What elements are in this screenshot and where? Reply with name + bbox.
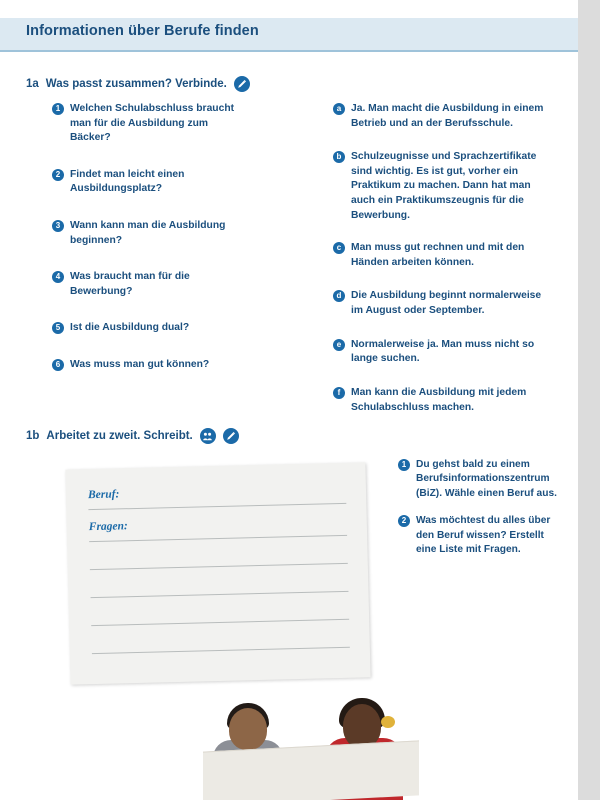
- item-marker: e: [333, 339, 345, 351]
- item-text: Wann kann man die Ausbildung beginnen?: [70, 220, 226, 246]
- list-item[interactable]: [333, 289, 553, 318]
- task-1b-number: 1b: [26, 430, 40, 442]
- item-marker: a: [333, 103, 345, 115]
- student-right-head: [343, 704, 381, 748]
- photo-two-students: [185, 686, 435, 800]
- item-text: Was möchtest du alles über den Beruf wissen? Erstellt eine Liste mit Fragen.: [416, 515, 551, 556]
- page-margin-strip: [578, 0, 600, 800]
- item-text: Die Ausbildung beginnt normalerweise im August oder September.: [351, 290, 542, 317]
- list-item[interactable]: [333, 150, 553, 223]
- list-item[interactable]: [52, 270, 237, 299]
- task-1a-title: Was passt zusammen? Verbinde.: [45, 78, 227, 90]
- item-marker: 5: [52, 322, 64, 334]
- item-text: Normalerweise ja. Man muss nicht so lange suchen.: [351, 338, 535, 365]
- task-1a-header: [26, 76, 250, 92]
- item-text: Ja. Man macht die Ausbildung in einem Betrieb und an der Berufsschule.: [351, 103, 544, 129]
- list-item[interactable]: [333, 102, 553, 131]
- task-1b-title: Arbeitet zu zweit. Schreibt.: [46, 430, 193, 442]
- worksheet-label-beruf: Beruf:: [87, 488, 120, 502]
- item-marker: 2: [398, 515, 410, 527]
- paper-line: [89, 535, 347, 542]
- list-item[interactable]: [52, 168, 237, 197]
- pencil-icon[interactable]: [234, 76, 250, 92]
- list-item[interactable]: [52, 358, 237, 373]
- item-text: Was braucht man für die Bewerbung?: [70, 271, 190, 297]
- item-marker: f: [333, 387, 345, 399]
- item-text: Was muss man gut können?: [70, 359, 210, 371]
- item-text: Welchen Schulabschluss braucht man für die Ausbildung zum Bäcker?: [70, 103, 235, 144]
- header-divider: [0, 50, 578, 52]
- paper-line: [91, 591, 349, 598]
- item-marker: 1: [398, 459, 410, 471]
- worksheet-label-fragen: Fragen:: [88, 520, 128, 534]
- list-item[interactable]: [333, 241, 553, 270]
- task-1b-header: [26, 428, 239, 444]
- photo-table: [203, 740, 419, 800]
- item-text: Ist die Ausbildung dual?: [70, 322, 190, 334]
- list-item[interactable]: [52, 219, 237, 248]
- student-left-head: [229, 708, 267, 750]
- pencil-icon[interactable]: [223, 428, 239, 444]
- item-text: Man muss gut rechnen und mit den Händen arbeiten können.: [351, 242, 525, 268]
- list-item[interactable]: [398, 514, 558, 557]
- item-marker: 3: [52, 220, 64, 232]
- paper-line: [92, 647, 350, 654]
- item-marker: 6: [52, 359, 64, 371]
- item-text: Du gehst bald zu einem Berufsinformationszentrum (BiZ). Wähle einen Beruf aus.: [416, 459, 557, 499]
- pair-work-icon[interactable]: [200, 428, 216, 444]
- list-item[interactable]: [333, 338, 553, 367]
- list-item[interactable]: [333, 386, 553, 415]
- item-marker: d: [333, 290, 345, 302]
- questions-column: [52, 102, 237, 386]
- page-title: Informationen über Berufe finden: [26, 23, 259, 39]
- item-text: Man kann die Ausbildung mit jedem Schulabschluss machen.: [351, 386, 527, 413]
- task-1a-number: 1a: [26, 78, 39, 90]
- paper-line: [90, 563, 348, 570]
- item-marker: 2: [52, 169, 64, 181]
- worksheet-paper[interactable]: [65, 462, 370, 684]
- task-1b-notes: [398, 458, 558, 571]
- item-marker: 4: [52, 271, 64, 283]
- item-marker: c: [333, 242, 345, 254]
- list-item[interactable]: [52, 321, 237, 336]
- item-text: Schulzeugnisse und Sprachzertifikate sind wichtig. Es ist gut, vorher ein Praktikum zu machen. Dann hat man auch ein Praktikumszeugnis für die Bewerbung.: [351, 151, 537, 221]
- item-marker: b: [333, 151, 345, 163]
- item-marker: 1: [52, 103, 64, 115]
- answers-column: [333, 102, 553, 428]
- paper-line: [91, 619, 349, 626]
- paper-line: [88, 503, 346, 510]
- list-item[interactable]: [398, 458, 558, 501]
- student-right-hair-tie: [381, 716, 395, 728]
- list-item[interactable]: [52, 102, 237, 146]
- item-text: Findet man leicht einen Ausbildungsplatz?: [70, 168, 185, 195]
